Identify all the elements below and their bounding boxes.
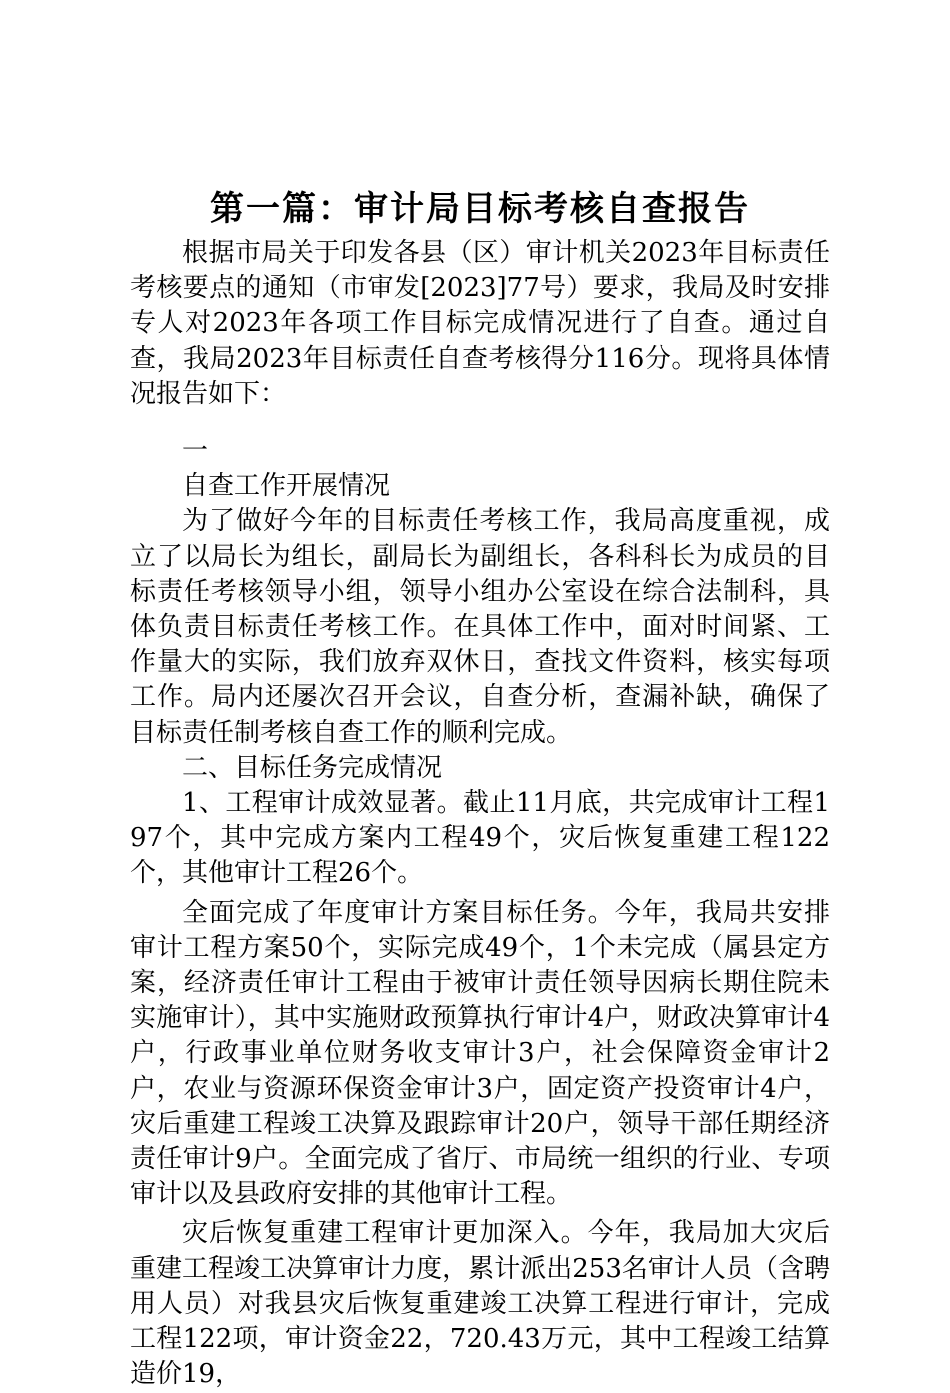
section1-number: 一 (182, 436, 209, 467)
document-title: 第一篇：审计局目标考核自查报告 (210, 189, 750, 229)
document-page (130, 186, 830, 1393)
section2-heading: 二、目标任务完成情况 (182, 752, 443, 783)
item1-paragraph: 1、工程审计成效显著。截止11月底，共完成审计工程197个，其中完成方案内工程49个，灾后恢复重建工程122个，其他审计工程26个。 (130, 788, 830, 889)
intro-paragraph: 根据市局关于印发各县（区）审计机关2023年目标责任考核要点的通知（市审发[2023]77号）要求，我局及时安排专人对2023年各项工作目标完成情况进行了自查。通过自查，我局2023年目标责任自查考核得分116分。现将具体情况报告如下： (130, 238, 830, 409)
spacer (130, 412, 830, 434)
disaster-paragraph: 灾后恢复重建工程审计更加深入。今年，我局加大灾后重建工程竣工决算审计力度，累计派出253名审计人员（含聘用人员）对我县灾后恢复重建竣工决算工程进行审计，完成工程122项，审计资金22，720.43万元，其中工程竣工结算造价19， (130, 1218, 830, 1390)
section1-body: 为了做好今年的目标责任考核工作，我局高度重视，成立了以局长为组长，副局长为副组长，各科科长为成员的目标责任考核领导小组，领导小组办公室设在综合法制科，具体负责目标责任考核工作。在具体工作中，面对时间紧、工作量大的实际，我们放弃双休日，查找文件资料，核实每项工作。局内还屡次召开会议，自查分析，查漏补缺，确保了目标责任制考核自查工作的顺利完成。 (130, 506, 830, 748)
plan-paragraph: 全面完成了年度审计方案目标任务。今年，我局共安排审计工程方案50个，实际完成49个，1个未完成（属县定方案，经济责任审计工程由于被审计责任领导因病长期住院未实施审计），其中实施财政预算执行审计4户，财政决算审计4户，行政事业单位财务收支审计3户，社会保障资金审计2户，农业与资源环保资金审计3户，固定资产投资审计4户，灾后重建工程竣工决算及跟踪审计20户，领导干部任期经济责任审计9户。全面完成了省厅、市局统一组织的行业、专项审计以及县政府安排的其他审计工程。 (130, 897, 830, 1210)
section1-heading: 自查工作开展情况 (182, 471, 391, 502)
